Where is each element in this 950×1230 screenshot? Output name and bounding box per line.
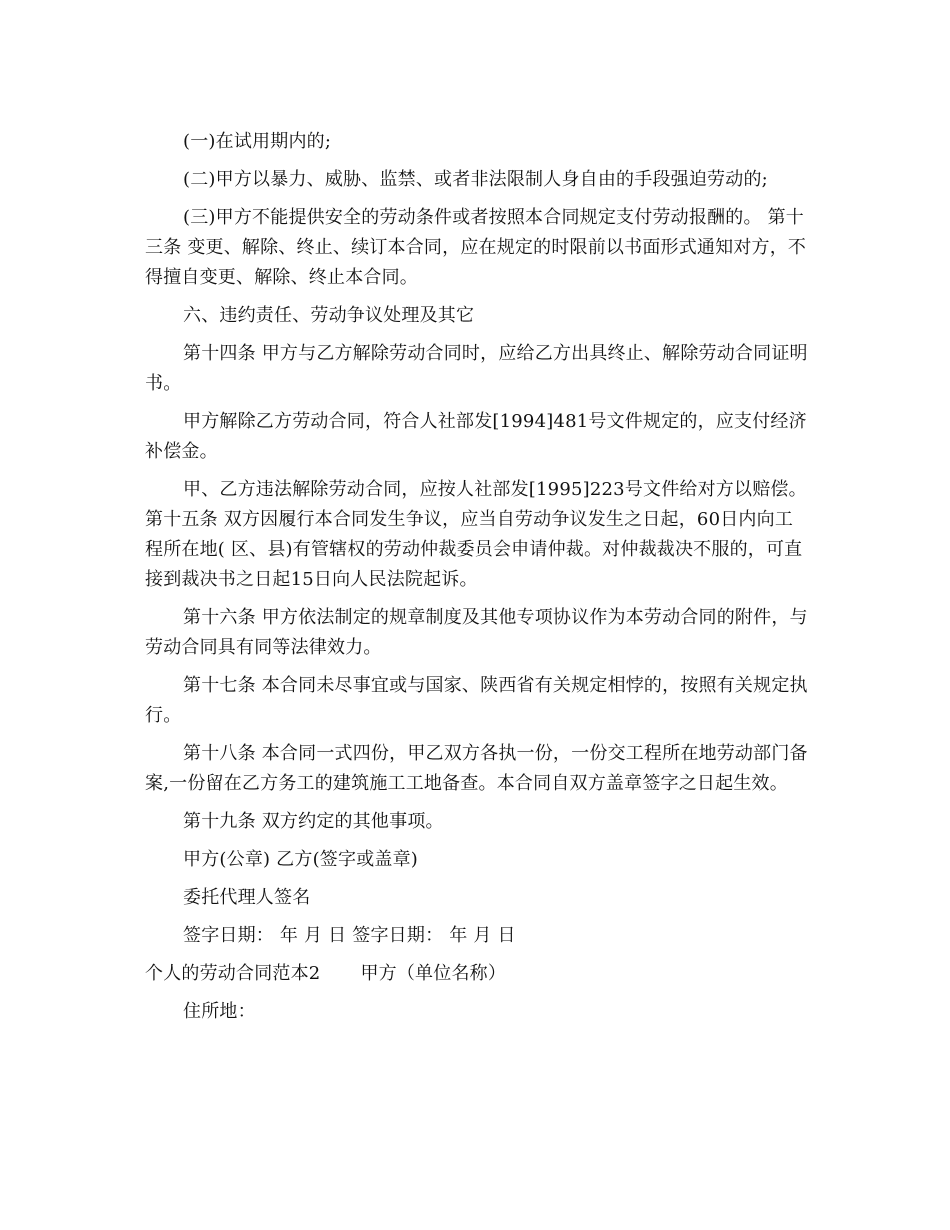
paragraph-clause-3-article-13: (三)甲方不能提供安全的劳动条件或者按照本合同规定支付劳动报酬的。 第十三条 变更、解除、终止、续订本合同，应在规定的时限前以书面形式通知对方，不得擅自变更、解除、终止本合同。 <box>145 207 807 288</box>
signature-agent-line: 委托代理人签名 <box>183 887 311 908</box>
paragraph-clause-2: (二)甲方以暴力、威胁、监禁、或者非法限制人身自由的手段强迫劳动的; <box>183 169 768 190</box>
paragraph-clause-1: (一)在试用期内的; <box>183 131 332 152</box>
document-body <box>145 127 810 1035</box>
signature-date-line: 签字日期： 年 月 日 签字日期： 年 月 日 <box>183 925 516 946</box>
section-heading-liability: 六、违约责任、劳动争议处理及其它 <box>183 305 475 326</box>
paragraph-article-16: 第十六条 甲方依法制定的规章制度及其他专项协议作为本劳动合同的附件，与劳动合同具有同等法律效力。 <box>145 607 808 658</box>
address-label: 住所地： <box>183 1001 256 1022</box>
paragraph-compensation: 甲方解除乙方劳动合同，符合人社部发[1994]481号文件规定的，应支付经济补偿金。 <box>145 411 807 462</box>
party-a-label: 甲方（单位名称） <box>360 963 507 984</box>
template-title-line <box>145 959 810 989</box>
paragraph-article-14: 第十四条 甲方与乙方解除劳动合同时，应给乙方出具终止、解除劳动合同证明书。 <box>145 343 808 394</box>
paragraph-article-18: 第十八条 本合同一式四份，甲乙双方各执一份，一份交工程所在地劳动部门备案,一份留在乙方务工的建筑施工工地备查。本合同自双方盖章签字之日起生效。 <box>145 743 808 794</box>
signature-parties-line: 甲方(公章) 乙方(签字或盖章) <box>183 849 419 870</box>
template-title: 个人的劳动合同范本2 <box>145 963 321 984</box>
paragraph-article-17: 第十七条 本合同未尽事宜或与国家、陕西省有关规定相悖的，按照有关规定执行。 <box>145 675 808 726</box>
paragraph-article-15: 甲、乙方违法解除劳动合同，应按人社部发[1995]223号文件给对方以赔偿。 第十五条 双方因履行本合同发生争议，应当自劳动争议发生之日起，60日内向工程所在地( 区、县)有管辖权的劳动仲裁委员会申请仲裁。对仲裁裁决不服的，可直接到裁决书之日起15日向人民法院起诉。 <box>145 479 807 590</box>
paragraph-article-19: 第十九条 双方约定的其他事项。 <box>183 811 444 832</box>
